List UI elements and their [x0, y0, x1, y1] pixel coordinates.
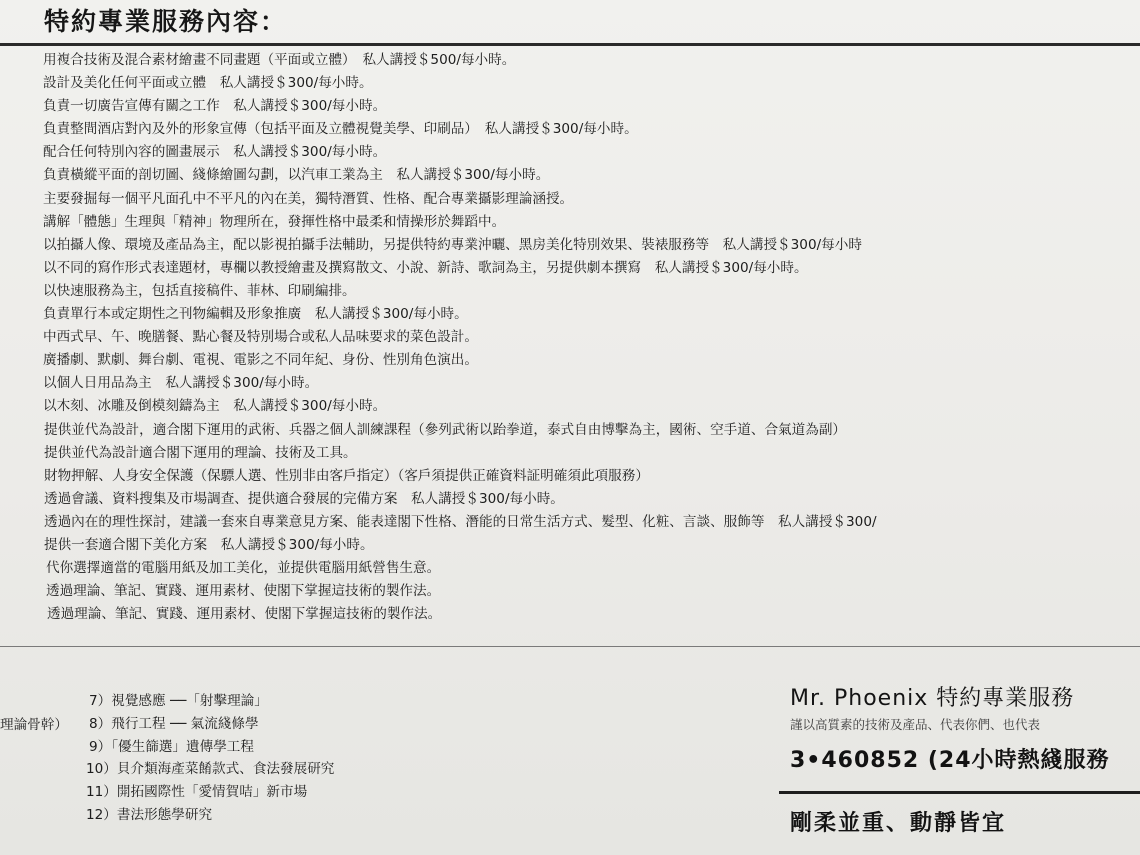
service-item: 配合任何特別內容的圖畫展示 私人講授＄300/每小時。 [43, 144, 387, 161]
service-item: 廣播劇、默劇、舞台劇、電視、電影之不同年紀、身份、性別角色演出。 [43, 352, 478, 369]
service-item: 用複合技術及混合素材繪畫不同畫題（平面或立體） 私人講授＄500/每小時。 [43, 52, 516, 68]
cropped-text-fragment: 理論骨幹） [0, 717, 68, 733]
service-item: 透過內在的理性探討，建議一套來自專業意見方案、能表達閣下性格、潛能的日常生活方式、髮型、化粧、言談、服飾等 私人講授＄300/ [44, 513, 877, 530]
service-item: 主要發掘每一個平凡面孔中不平凡的內在美，獨特潛質、性格、配合專業攝影理論涵授。 [43, 190, 574, 207]
brand-divider [779, 791, 1140, 794]
brand-slogan: 剛柔並重、動靜皆宜 [790, 811, 1007, 836]
service-item: 提供並代為設計，適合閣下運用的武術、兵器之個人訓練課程（參列武術以跆拳道，泰式自由博擊為主，國術、空手道、合氣道為副） [44, 421, 847, 438]
service-item: 設計及美化任何平面或立體 私人講授＄300/每小時。 [43, 75, 373, 92]
research-item: 11）開拓國際性「愛情賀咭」新市場 [86, 784, 308, 801]
service-item: 以木刻、冰雕及倒模刻鑄為主 私人講授＄300/每小時。 [43, 398, 387, 415]
service-item: 以個人日用品為主 私人講授＄300/每小時。 [43, 375, 319, 392]
service-item: 以不同的寫作形式表達題材，專欄以教授繪畫及撰寫散文、小說、新詩、歌詞為主，另提供劇本撰寫 私人講授＄300/每小時。 [43, 259, 808, 276]
service-list [0, 49, 1140, 626]
section-divider [0, 646, 1140, 647]
service-item: 以拍攝人像、環境及產品為主，配以影視拍攝手法輔助，另提供特約專業沖曬、黑房美化特別效果、裝裱服務等 私人講授＄300/每小時 [43, 236, 862, 253]
service-item: 透過理論、筆記、實踐、運用素材、使閣下掌握這技術的製作法。 [47, 606, 442, 623]
service-item: 負責橫縱平面的剖切圖、綫條繪圖勾劃，以汽車工業為主 私人講授＄300/每小時。 [43, 167, 550, 184]
service-item: 講解「體態」生理與「精神」物理所在，發揮性格中最柔和情操形於舞蹈中。 [43, 213, 506, 230]
brand-title: Mr. Phoenix 特約專業服務 [790, 686, 1075, 711]
service-item: 透過會議、資料搜集及市場調查、提供適合發展的完備方案 私人講授＄300/每小時。 [44, 490, 564, 507]
service-item: 負責單行本或定期性之刊物編輯及形象推廣 私人講授＄300/每小時。 [43, 306, 468, 323]
research-item: 12）書法形態學研究 [86, 806, 213, 823]
section-heading: 特約專業服務內容： [44, 7, 288, 36]
hotline-number: 3•460852 (24小時熱綫服務 [790, 748, 1110, 773]
service-item: 財物押解、人身安全保護（保驃人選、性別非由客戶指定）（客戶須提供正確資料証明確須此項服務） [44, 467, 649, 484]
service-item: 中西式早、午、晚膳餐、點心餐及特別場合或私人品味要求的菜色設計。 [43, 329, 478, 346]
service-item: 提供一套適合閣下美化方案 私人講授＄300/每小時。 [44, 536, 374, 553]
brand-tagline: 謹以高質素的技術及產品、代表你們、也代表 [790, 717, 1041, 732]
service-item: 負責整間酒店對內及外的形象宣傳（包括平面及立體視覺美學、印刷品） 私人講授＄300/每小時。 [43, 121, 638, 138]
service-item: 透過理論、筆記、實踐、運用素材、使閣下掌握這技術的製作法。 [46, 583, 441, 600]
research-item: 7）視覺感應 ──「射擊理論」 [89, 693, 268, 709]
research-item: 9）「優生篩選」遺傳學工程 [89, 738, 254, 755]
service-item: 提供並代為設計適合閣下運用的理論、技術及工具。 [44, 444, 357, 461]
research-list [86, 690, 334, 827]
service-item: 代你選擇適當的電腦用紙及加工美化，並提供電腦用紙營售生意。 [46, 560, 441, 577]
service-item: 以快速服務為主，包括直接稿件、菲林、印刷編排。 [43, 282, 356, 299]
service-item: 負責一切廣告宣傳有關之工作 私人講授＄300/每小時。 [43, 98, 387, 115]
research-item: 8）飛行工程 ── 氣流綫條學 [89, 715, 259, 732]
heading-divider [0, 43, 1140, 46]
research-item: 10）貝介類海產菜餚款式、食法發展研究 [86, 761, 335, 778]
